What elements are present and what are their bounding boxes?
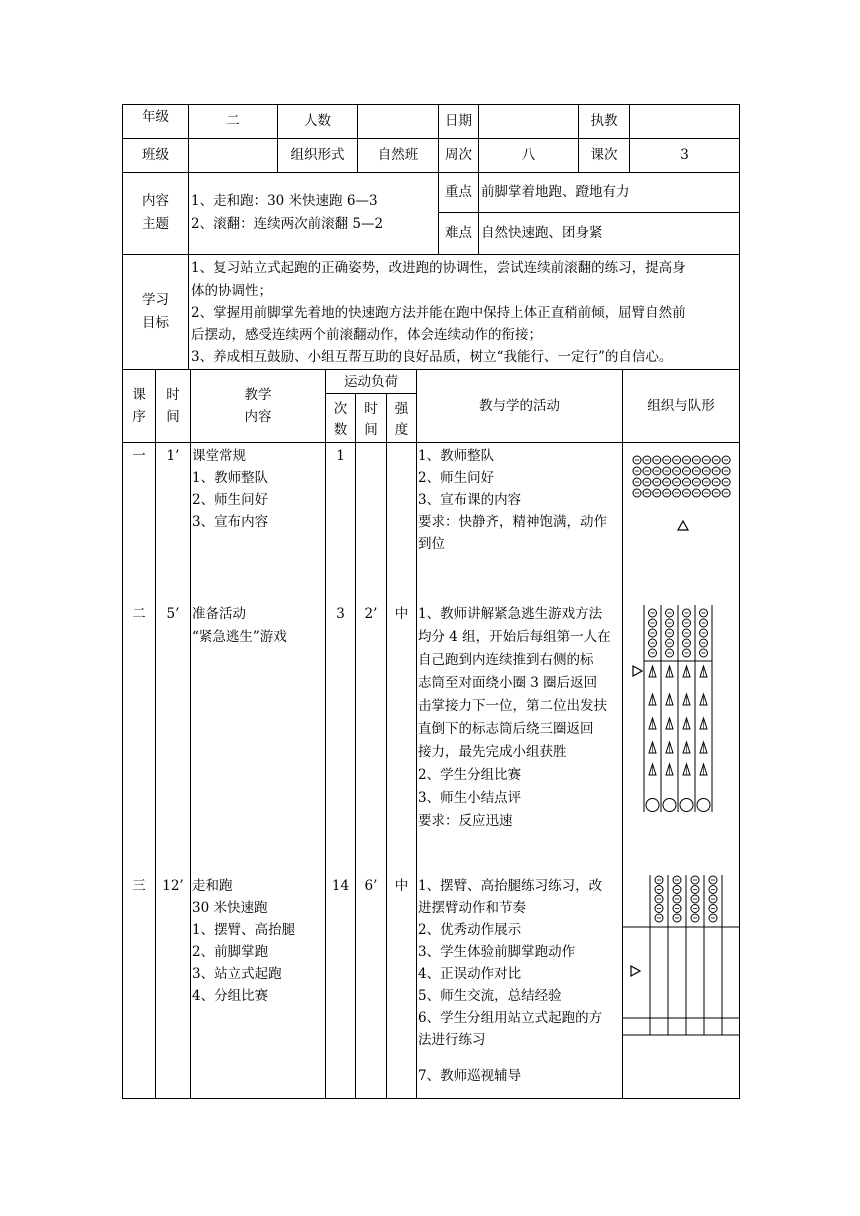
section-activity-line: 6、学生分组用站立式起跑的方 <box>418 1010 603 1026</box>
col-teach-1: 教学 <box>244 387 272 403</box>
section-content-line: 准备活动 <box>192 606 246 622</box>
content-label-1: 内容 <box>142 193 169 209</box>
difficult-point-label: 难点 <box>445 225 472 241</box>
section-time: 12’ <box>162 878 184 894</box>
goals-label-1: 学习 <box>142 292 169 308</box>
section-content-line: 30 米快速跑 <box>192 900 268 916</box>
marker-circle <box>680 799 693 812</box>
section-activity-line: 1、教师讲解紧急逃生游戏方法 <box>418 606 603 622</box>
col-teach-2: 内容 <box>244 409 272 425</box>
section-activity-line: 2、优秀动作展示 <box>418 922 522 938</box>
col-seq-1: 课 <box>132 387 146 403</box>
people-label: 人数 <box>304 113 331 129</box>
col-formation: 组织与队形 <box>647 398 715 414</box>
teacher-icon <box>678 521 688 530</box>
section-content-line: 4、分组比赛 <box>192 988 269 1004</box>
goal-line-2: 体的协调性； <box>191 283 272 299</box>
teacher-icon <box>633 666 642 676</box>
col-intensity-1: 强 <box>394 401 409 417</box>
section-times: 3 <box>336 606 345 622</box>
org-value: 自然班 <box>377 147 419 163</box>
col-activity: 教与学的活动 <box>479 398 560 414</box>
section-activity-line: 接力，最先完成小组获胜 <box>418 744 567 760</box>
section-activity-line: 击掌接力下一位，第二位出发扶 <box>418 698 607 714</box>
col-intensity-2: 度 <box>394 422 409 438</box>
section-content-line: 课堂常规 <box>192 448 246 464</box>
section-activity-line: 进摆臂动作和节奏 <box>418 900 526 916</box>
content-label-2: 主题 <box>142 216 169 232</box>
section-content-line: 3、站立式起跑 <box>192 966 282 982</box>
col-time-2: 间 <box>166 409 180 425</box>
section-intensity: 中 <box>394 878 409 894</box>
section-activity-line: 均分 4 组，开始后每组第一人在 <box>418 629 611 645</box>
section-activity-line: 1、摆臂、高抬腿练习练习，改 <box>418 878 603 894</box>
col-times-1: 次 <box>333 401 348 417</box>
lesson-value: 3 <box>680 147 689 163</box>
section-content-line: “紧急逃生”游戏 <box>192 629 287 645</box>
sprint-lanes-diagram <box>623 870 739 1040</box>
section-activity-line: 要求：快静齐，精神饱满，动作 <box>418 514 607 530</box>
section-seq: 一 <box>132 448 146 464</box>
key-point-value: 前脚掌着地跑、蹬地有力 <box>481 184 630 200</box>
col-duration-2: 间 <box>364 422 378 438</box>
section-activity-line: 3、宣布课的内容 <box>418 492 522 508</box>
section-intensity: 中 <box>394 606 409 622</box>
goal-line-1: 1、复习站立式起跑的正确姿势，改进跑的协调性，尝试连续前滚翻的练习，提高身 <box>191 260 686 276</box>
org-label: 组织形式 <box>290 147 345 163</box>
section-activity-line: 3、师生小结点评 <box>418 790 522 806</box>
section-seq: 二 <box>132 606 146 622</box>
section-duration: 2’ <box>364 606 378 622</box>
relay-lanes-diagram <box>623 600 739 820</box>
section-time: 1’ <box>166 448 180 464</box>
section-content-line: 1、摆臂、高抬腿 <box>192 922 296 938</box>
goal-line-3: 2、掌握用前脚掌先着地的快速跑方法并能在跑中保持上体正直稍前倾，屈臂自然前 <box>191 305 686 321</box>
formation-rows-diagram <box>623 443 739 543</box>
col-time-1: 时 <box>166 387 180 403</box>
section-activity-line: 法进行练习 <box>418 1032 486 1048</box>
content-line-2: 2、滚翻：连续两次前滚翻 5—2 <box>191 216 384 232</box>
col-seq-2: 序 <box>132 409 146 425</box>
section-activity-line: 要求：反应迅速 <box>418 813 513 829</box>
section-content-line: 走和跑 <box>192 878 233 894</box>
section-content-line: 2、前脚掌跑 <box>192 944 269 960</box>
col-load: 运动负荷 <box>344 374 398 390</box>
section-activity-line: 直倒下的标志筒后绕三圈返回 <box>418 721 594 737</box>
section-times: 1 <box>336 448 345 464</box>
section-activity-line: 7、教师巡视辅导 <box>418 1068 522 1084</box>
section-activity-line: 4、正误动作对比 <box>418 966 522 982</box>
difficult-point-value: 自然快速跑、团身紧 <box>481 225 603 241</box>
section-activity-line: 2、师生问好 <box>418 470 495 486</box>
section-activity-line: 志筒至对面绕小圈 3 圈后返回 <box>418 675 598 691</box>
teacher-label: 执教 <box>590 113 618 129</box>
goal-line-5: 3、养成相互鼓励、小组互帮互助的良好品质，树立“我能行、一定行”的自信心。 <box>191 349 673 365</box>
teacher-icon <box>631 966 640 976</box>
key-point-label: 重点 <box>445 184 472 200</box>
grade-label: 年级 <box>142 109 169 125</box>
section-content-line: 3、宣布内容 <box>192 514 269 530</box>
section-activity-line: 到位 <box>418 536 445 552</box>
week-label: 周次 <box>445 147 472 163</box>
section-activity-line: 5、师生交流，总结经验 <box>418 988 562 1004</box>
goals-label-2: 目标 <box>142 315 169 331</box>
section-seq: 三 <box>132 878 146 894</box>
section-time: 5’ <box>166 606 180 622</box>
section-activity-line: 自己跑到内连续推到右侧的标 <box>418 652 594 668</box>
marker-circle <box>663 799 676 812</box>
grade-value: 二 <box>226 113 240 129</box>
section-activity-line: 2、学生分组比赛 <box>418 767 522 783</box>
section-content-line: 2、师生问好 <box>192 492 269 508</box>
class-label: 班级 <box>142 147 169 163</box>
content-line-1: 1、走和跑：30 米快速跑 6—3 <box>191 193 378 209</box>
week-value: 八 <box>521 147 536 163</box>
col-times-2: 数 <box>333 422 348 438</box>
section-activity-line: 1、教师整队 <box>418 448 495 464</box>
marker-circle <box>697 799 710 812</box>
marker-circle <box>646 799 659 812</box>
col-duration-1: 时 <box>364 401 378 417</box>
section-times: 14 <box>331 878 350 894</box>
section-activity-line: 3、学生体验前脚掌跑动作 <box>418 944 576 960</box>
lesson-label: 课次 <box>590 147 618 163</box>
section-content-line: 1、教师整队 <box>192 470 269 486</box>
date-label: 日期 <box>445 113 472 129</box>
goal-line-4: 后摆动，感受连续两个前滚翻动作，体会连续动作的衔接； <box>191 327 542 343</box>
section-duration: 6’ <box>364 878 378 894</box>
